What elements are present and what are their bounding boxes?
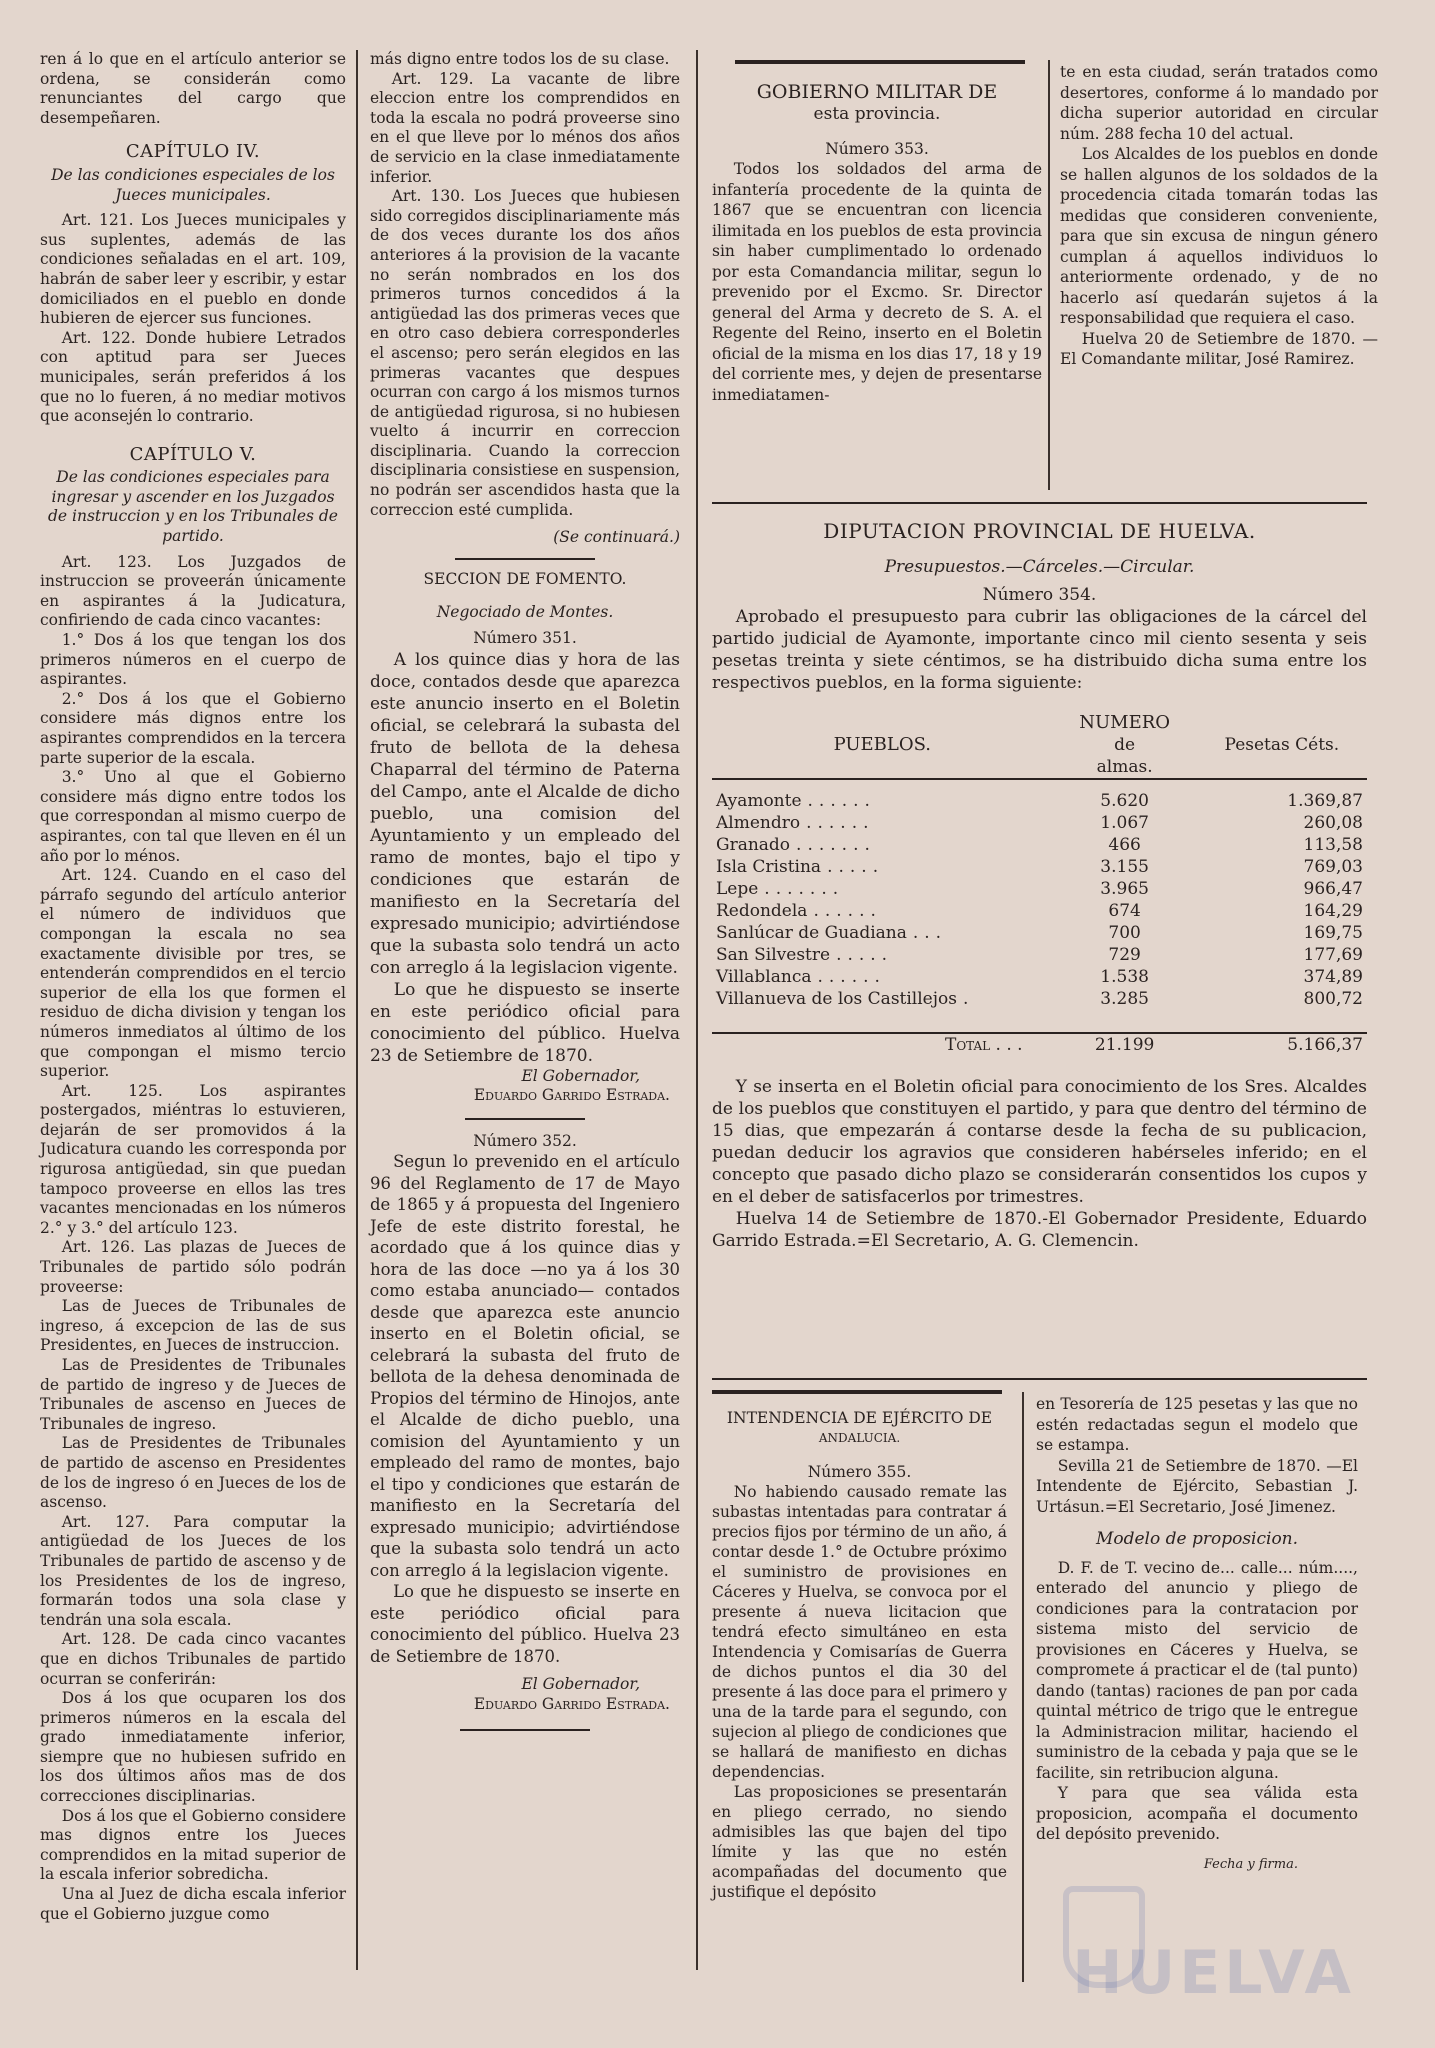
pueblo-name: Lepe (716, 879, 759, 899)
pueblo-cell (712, 812, 1053, 834)
paragraph: te en esta ciudad, serán tratados como desertores, conforme á lo mandado por dicha superior autoridad en circular núm. 288 fecha 10 del actual. (1060, 63, 1378, 143)
notice-number: Número 355. (807, 1463, 912, 1481)
almas-cell: 466 (1108, 835, 1141, 855)
pueblo-name: Isla Cristina (716, 857, 822, 877)
table-row (712, 790, 1367, 812)
chapter-heading: CAPÍTULO V. (129, 443, 257, 465)
table-row (712, 834, 1367, 856)
article-123-item: 1.° Dos á los que tengan los dos primeros números en el cuerpo de aspirantes. (40, 631, 346, 689)
section-title: GOBIERNO MILITAR DE (756, 81, 998, 103)
article-128-item: Una al Juez de dicha escala inferior que el Gobierno juzgue como (40, 1885, 346, 1923)
pueblo-cell (712, 834, 1053, 856)
continued-note: (Se continuará.) (553, 528, 680, 547)
notice-354-outro: Y se inserta en el Boletin oficial para conocimiento de los Sres. Alcaldes de los pueblos que constituyen el partido, y para que dentro del término de 15 dias, que empezarán á contarse desde la fecha de su publicacion, puedan deducir los agravios que consideren habérseles inferido; en el concepto que pasado dicho plazo se considerarán consentidos los cupos y en el deber de satisfacerlos por trimestres. (712, 1077, 1367, 1207)
article-127: Art. 127. Para computar la antigüedad de los Jueces de los Tribunales de partido de ascenso y de los Presidentes de los de ingreso, formarán todos una sola clase y tendrán una sola escala. (40, 1512, 346, 1629)
article-126: Art. 126. Las plazas de Jueces de Tribunales de partido sólo podrán proveerse: (40, 1238, 346, 1296)
section-rule (712, 502, 1367, 504)
almas-cell: 1.067 (1100, 813, 1149, 833)
pesetas-cell: 169,75 (1303, 923, 1363, 943)
article-126-item: Las de Presidentes de Tribunales de partido de ingreso y de Jueces de Tribunales de ascenso en Jueces de Tribunales de ingreso. (40, 1356, 346, 1433)
pueblo-name: Ayamonte (716, 791, 802, 811)
leader-dots: ...... (807, 791, 876, 811)
pueblo-name: Granado (716, 835, 791, 855)
notice-number: Número 351. (473, 629, 577, 648)
pesetas-cell: 1.369,87 (1287, 791, 1363, 811)
article-123-item: 2.° Dos á los que el Gobierno considere más dignos entre los aspirantes comprendidos en la tercera parte superior de la escala. (40, 689, 346, 767)
header-numero: NUMERO (1079, 712, 1171, 733)
watermark-text: HUELVA (1072, 1938, 1355, 2008)
article-128: Art. 128. De cada cinco vacantes que en dichos Tribunales de partido ocurran se conferirán: (40, 1630, 346, 1688)
separator-rule (465, 1118, 585, 1120)
pueblo-name: San Silvestre (716, 945, 831, 965)
chapter-heading: CAPÍTULO IV. (125, 141, 261, 163)
section-subtitle: Modelo de proposicion. (1095, 1529, 1299, 1549)
leader-dots: ... (912, 923, 948, 943)
article-128-item: Dos á los que ocuparen los dos primeros números en la escala del grado inmediatamente inferior, siempre que no hubiesen sufrido en los dos últimos años mas de dos correcciones disciplinarias. (40, 1689, 346, 1806)
article-130: Art. 130. Los Jueces que hubiesen sido corregidos disciplinariamente más de dos veces durante los dos años anteriores á la provision de la vacante no serán nombrados en los dos primeros turnos concedidos á la antigüedad las dos primeras veces que en otro caso debiera corresponderles el ascenso; pero serán elegidos en las primeras vacantes que despues ocurran con cargo á los mismos turnos de antigüedad rigurosa, si no hubiesen vuelto á incurrir en correccion disciplinaria. Cuando la correccion disciplinaria consistiese en suspension, no podrán ser ascendidos hasta que la correccion esté cumplida. (370, 187, 680, 519)
paragraph: Los Alcaldes de los pueblos en donde se hallen algunos de los soldados de la procedencia citada tomarán todas las medidas que consideren conveniente, para que sin excusa de ningun género cumplan á aquellos individuos lo anteriormente ordenado, y de no hacerlo así quedarán sujetos á la responsabilidad que requiera el caso. (1060, 145, 1378, 327)
notice-number: Número 352. (473, 1131, 577, 1150)
table-row (712, 900, 1367, 922)
article-128-item: Dos á los que el Gobierno considere mas dignos entre los Jueces comprendidos en la mitad superior de la escala inferior sobredicha. (40, 1806, 346, 1884)
budget-table (712, 712, 1367, 1056)
column-5 (712, 1408, 1007, 1902)
pueblo-name: Redondela (716, 901, 808, 921)
signature-line: Sevilla 21 de Setiembre de 1870. —El Intendente de Ejército, Sebastian J. Urtásun.=El Secretario, José Jimenez. (1036, 1456, 1358, 1516)
section-rule (712, 1378, 1367, 1380)
header-de: de (1114, 735, 1136, 755)
almas-cell: 674 (1108, 901, 1141, 921)
column-2 (370, 50, 680, 1745)
section-title: INTENDENCIA DE EJÉRCITO DE (726, 1409, 993, 1427)
column-divider (1022, 1392, 1024, 1982)
pesetas-cell: 164,29 (1303, 901, 1363, 921)
column-divider (1048, 60, 1050, 490)
table-header-row (712, 712, 1367, 734)
diputacion-section (712, 520, 1367, 1252)
paragraph: Las proposiciones se presentarán en pliego cerrado, no siendo admisibles las que bajen del tipo límite y las que no estén acompañadas del documento que justifique el depósito (712, 1783, 1007, 1901)
section-subtitle: esta provincia. (813, 104, 941, 124)
almas-cell: 3.155 (1100, 857, 1149, 877)
paragraph: D. F. de T. vecino de... calle... núm...., enterado del anuncio y pliego de condiciones para la contratacion por sistema misto del servicio de provisiones en Cáceres y Huelva, se compromete á practicar el de (tal punto) dando (tantas) raciones de pan por cada quintal métrico de trigo que le entregue la Administracion militar, haciendo el suministro de la cebada y paja que se le facilite, sin retribucion alguna. (1036, 1558, 1358, 1782)
section-subtitle: Negociado de Montes. (436, 603, 614, 622)
leader-dots: ....... (764, 879, 845, 899)
leader-dots: ....... (796, 835, 876, 855)
chapter-subtitle: De las condiciones especiales para ingresar y ascender en los Juzgados de instruccion y en los Tribunales de partido. (48, 468, 338, 546)
pesetas-cell: 260,08 (1303, 813, 1363, 833)
leader-dots: ...... (813, 901, 882, 921)
pesetas-cell: 966,47 (1303, 879, 1363, 899)
notice-351-close: Lo que he dispuesto se inserte en este periódico oficial para conocimiento del público. Huelva 23 de Setiembre de 1870. (370, 979, 680, 1066)
signer-title: El Gobernador, (521, 1675, 640, 1694)
column-3 (712, 80, 1042, 405)
leader-dots: ...... (806, 813, 875, 833)
section-title: SECCION DE FOMENTO. (423, 569, 627, 588)
almas-cell: 3.965 (1100, 879, 1149, 899)
signature-line: Huelva 14 de Setiembre de 1870.-El Gobernador Presidente, Eduardo Garrido Estrada.=El Secretario, A. G. Clemencin. (712, 1209, 1367, 1251)
pesetas-cell: 769,03 (1303, 857, 1363, 877)
notice-354-intro: Aprobado el presupuesto para cubrir las obligaciones de la cárcel del partido judicial de Ayamonte, importante cinco mil ciento sesenta y seis pesetas treinta y siete céntimos, se ha distribuido dicha suma entre los respectivos pueblos, en la forma siguiente: (712, 607, 1367, 693)
almas-cell: 3.285 (1100, 989, 1149, 1009)
article-125: Art. 125. Los aspirantes postergados, miéntras lo estuvieren, dejarán de ser promovidos á la Judicatura cuando les corresponda por rigurosa antigüedad, sin que puedan tampoco proveerse en ellos las tres vacantes mencionadas en los números 2.° y 3.° del artículo 123. (40, 1081, 346, 1237)
column-4 (1060, 62, 1378, 370)
budget-rows (712, 790, 1367, 1010)
article-126-item: Las de Jueces de Tribunales de ingreso, á excepcion de las de sus Presidentes, en Jueces de instruccion. (40, 1297, 346, 1355)
pueblo-cell (712, 966, 1053, 988)
header-rule (712, 1390, 1002, 1394)
article-123-item: 3.° Uno al que el Gobierno considere más digno entre todos los que correspondan al mismo cuerpo de aspirantes, con tal que lleven en él un año por lo ménos. (40, 768, 346, 865)
pesetas-cell: 800,72 (1303, 989, 1363, 1009)
notice-352-body: Segun lo prevenido en el artículo 96 del Reglamento de 17 de Mayo de 1865 y á propuesta del Ingeniero Jefe de este distrito forestal, he acordado que á los quince dias y hora de las doce —no ya á los 30 como estaba anunciado— contados desde que aparezca este anuncio inserto en el Boletin oficial, se celebrará la subasta del fruto de bellota de la dehesa denominada de Propios del término de Hinojos, ante el Alcalde de dicho pueblo, una comision del Ayuntamiento y un empleado del ramo de montes, bajo el tipo y condiciones que estarán de manifiesto en la Secretaría del expresado municipio; advirtiéndose que la subasta solo tendrá un acto con arreglo á la legislacion vigente. (370, 1152, 680, 1580)
table-total-row: Total . . . 21.199 5.166,37 (712, 1033, 1367, 1056)
notice-351-body: A los quince dias y hora de las doce, contados desde que aparezca este anuncio inserto en el Boletin oficial, se celebrará la subasta del fruto de bellota de la dehesa Chaparral del término de Paterna del Campo, ante el Alcalde de dicho pueblo, una comision del Ayuntamiento y un empleado del ramo de montes, bajo el tipo y condiciones que estarán de manifiesto en la Secretaría del expresado municipio; advirtiéndose que la subasta solo tendrá un acto con arreglo á la legislacion vigente. (370, 649, 680, 978)
article-129: Art. 129. La vacante de libre eleccion entre los comprendidos en toda la escala no podrá proveerse sino en el que lleve por lo ménos dos años de servicio en la clase inmediatamente inferior. (370, 69, 680, 186)
pueblo-name: Villablanca (716, 967, 812, 987)
article-123: Art. 123. Los Juzgados de instruccion se proveerán únicamente en aspirantes á la Judicatura, confiriendo de cada cinco vacantes: (40, 552, 346, 630)
pueblo-cell (712, 988, 1053, 1010)
table-row (712, 856, 1367, 878)
pueblo-cell (712, 878, 1053, 900)
chapter-subtitle: De las condiciones especiales de los Jueces municipales. (51, 165, 335, 204)
notice-355-body: No habiendo causado remate las subastas intentadas para contratar á precios fijos por término de un año, á contar desde 1.° de Octubre próximo el suministro de provisiones en Cáceres y Huelva, se convoca por el presente á nueva licitacion que tendrá efecto simultáneo en esta Intendencia y Comisarías de Guerra de dichos puntos el dia 30 del presente á las doce para el primero y una de la tarde para el segundo, con sujecion al pliego de condiciones que se hallará de manifiesto en dichas dependencias. (712, 1483, 1007, 1781)
total-almas: 21.199 (1094, 1035, 1155, 1055)
notice-353-body: Todos los soldados del arma de infantería procedente de la quinta de 1867 que se encuentran con licencia ilimitada en los pueblos de esta provincia sin haber cumplimentado lo ordenado por esta Comandancia militar, segun lo prevenido por el Excmo. Sr. Director general del Arma y decreto de S. A. el Regente del Reino, inserto en el Boletin oficial de la misma en los dias 17, 18 y 19 del corriente mes, y dejen de presentarse inmediatamen- (712, 160, 1042, 404)
almas-cell: 700 (1108, 923, 1141, 943)
table-row (712, 966, 1367, 988)
column-6 (1036, 1394, 1358, 1875)
pueblo-cell (712, 790, 1053, 812)
pueblo-cell (712, 922, 1053, 944)
pueblo-name: Sanlúcar de Guadiana (716, 923, 907, 943)
pueblo-cell (712, 856, 1053, 878)
signature-line: Huelva 20 de Setiembre de 1870. —El Comandante militar, José Ramirez. (1060, 329, 1378, 368)
article-126-item: Las de Presidentes de Tribunales de partido de ascenso en Presidentes de los de ingreso ó en Jueces de los de ascenso. (40, 1434, 346, 1512)
separator-rule (460, 1729, 590, 1731)
table-row (712, 812, 1367, 834)
table-row (712, 878, 1367, 900)
paragraph: Y para que sea válida esta proposicion, acompaña el documento del depósito prevenido. (1036, 1784, 1358, 1843)
almas-cell: 1.538 (1100, 967, 1149, 987)
pesetas-cell: 177,69 (1303, 945, 1363, 965)
header-pueblos: PUEBLOS. (833, 734, 932, 755)
column-divider (696, 50, 698, 1970)
leader-dots: ..... (827, 857, 885, 877)
section-title: DIPUTACION PROVINCIAL DE HUELVA. (823, 519, 1256, 543)
pesetas-cell: 374,89 (1303, 967, 1363, 987)
paragraph: más digno entre todos los de su clase. (370, 50, 670, 68)
leader-dots: ...... (817, 967, 886, 987)
article-124: Art. 124. Cuando en el caso del párrafo segundo del artículo anterior el número de individuos que compongan la escala no sea exactamente divisible por tres, se entenderán comprendidos en el tercio superior de ella los que formen el residuo de dicha division y tengan los números inmediatos al último de los que compongan el mismo tercio superior. (40, 866, 346, 1081)
almas-cell: 5.620 (1100, 791, 1149, 811)
notice-352-close: Lo que he dispuesto se inserte en este periódico oficial para conocimiento del público. Huelva 23 de Setiembre de 1870. (370, 1582, 680, 1666)
separator-rule (455, 558, 595, 560)
total-pesetas: 5.166,37 (1287, 1035, 1363, 1055)
article-122: Art. 122. Donde hubiere Letrados con aptitud para ser Jueces municipales, serán preferidos á los que no lo fueren, á no mediar motivos que aconsején lo contrario. (40, 328, 346, 426)
table-row (712, 944, 1367, 966)
leader-dots: ..... (836, 945, 894, 965)
signer-name: Eduardo Garrido Estrada. (473, 1695, 670, 1713)
section-subtitle: Presupuestos.—Cárceles.—Circular. (884, 557, 1195, 577)
header-almas: almas. (1096, 757, 1153, 777)
paragraph: en Tesorería de 125 pesetas y las que no estén redactadas segun el modelo que se estampa. (1036, 1395, 1358, 1454)
column-divider (356, 50, 358, 1970)
leader-dots: . (962, 989, 975, 1009)
pueblo-cell (712, 900, 1053, 922)
pesetas-cell: 113,58 (1303, 835, 1363, 855)
signer-name: Eduardo Garrido Estrada. (473, 1086, 670, 1105)
pueblo-name: Almendro (716, 813, 801, 833)
column-1 (40, 50, 346, 1924)
signature-line: Fecha y firma. (1203, 1856, 1298, 1872)
pueblo-cell (712, 944, 1053, 966)
table-row (712, 922, 1367, 944)
signer-title: El Gobernador, (521, 1066, 640, 1085)
paragraph: ren á lo que en el artículo anterior se ordena, se considerán como renunciantes del cargo que desempeñaren. (40, 50, 346, 127)
pueblo-name: Villanueva de los Castillejos (716, 989, 957, 1009)
almas-cell: 729 (1108, 945, 1141, 965)
article-121: Art. 121. Los Jueces municipales y sus suplentes, además de las condiciones señaladas en el art. 109, habrán de saber leer y escribir, y estar domiciliados en el pueblo en donde hubieren de ejercer sus funciones. (40, 211, 346, 328)
table-row (712, 988, 1367, 1010)
section-subtitle: ANDALUCIA. (818, 1431, 901, 1445)
total-label: Total (944, 1035, 991, 1055)
header-rule (735, 60, 1025, 64)
notice-number: Número 354. (982, 585, 1097, 605)
header-pesetas: Pesetas Céts. (1224, 735, 1340, 755)
notice-number: Número 353. (825, 139, 929, 158)
